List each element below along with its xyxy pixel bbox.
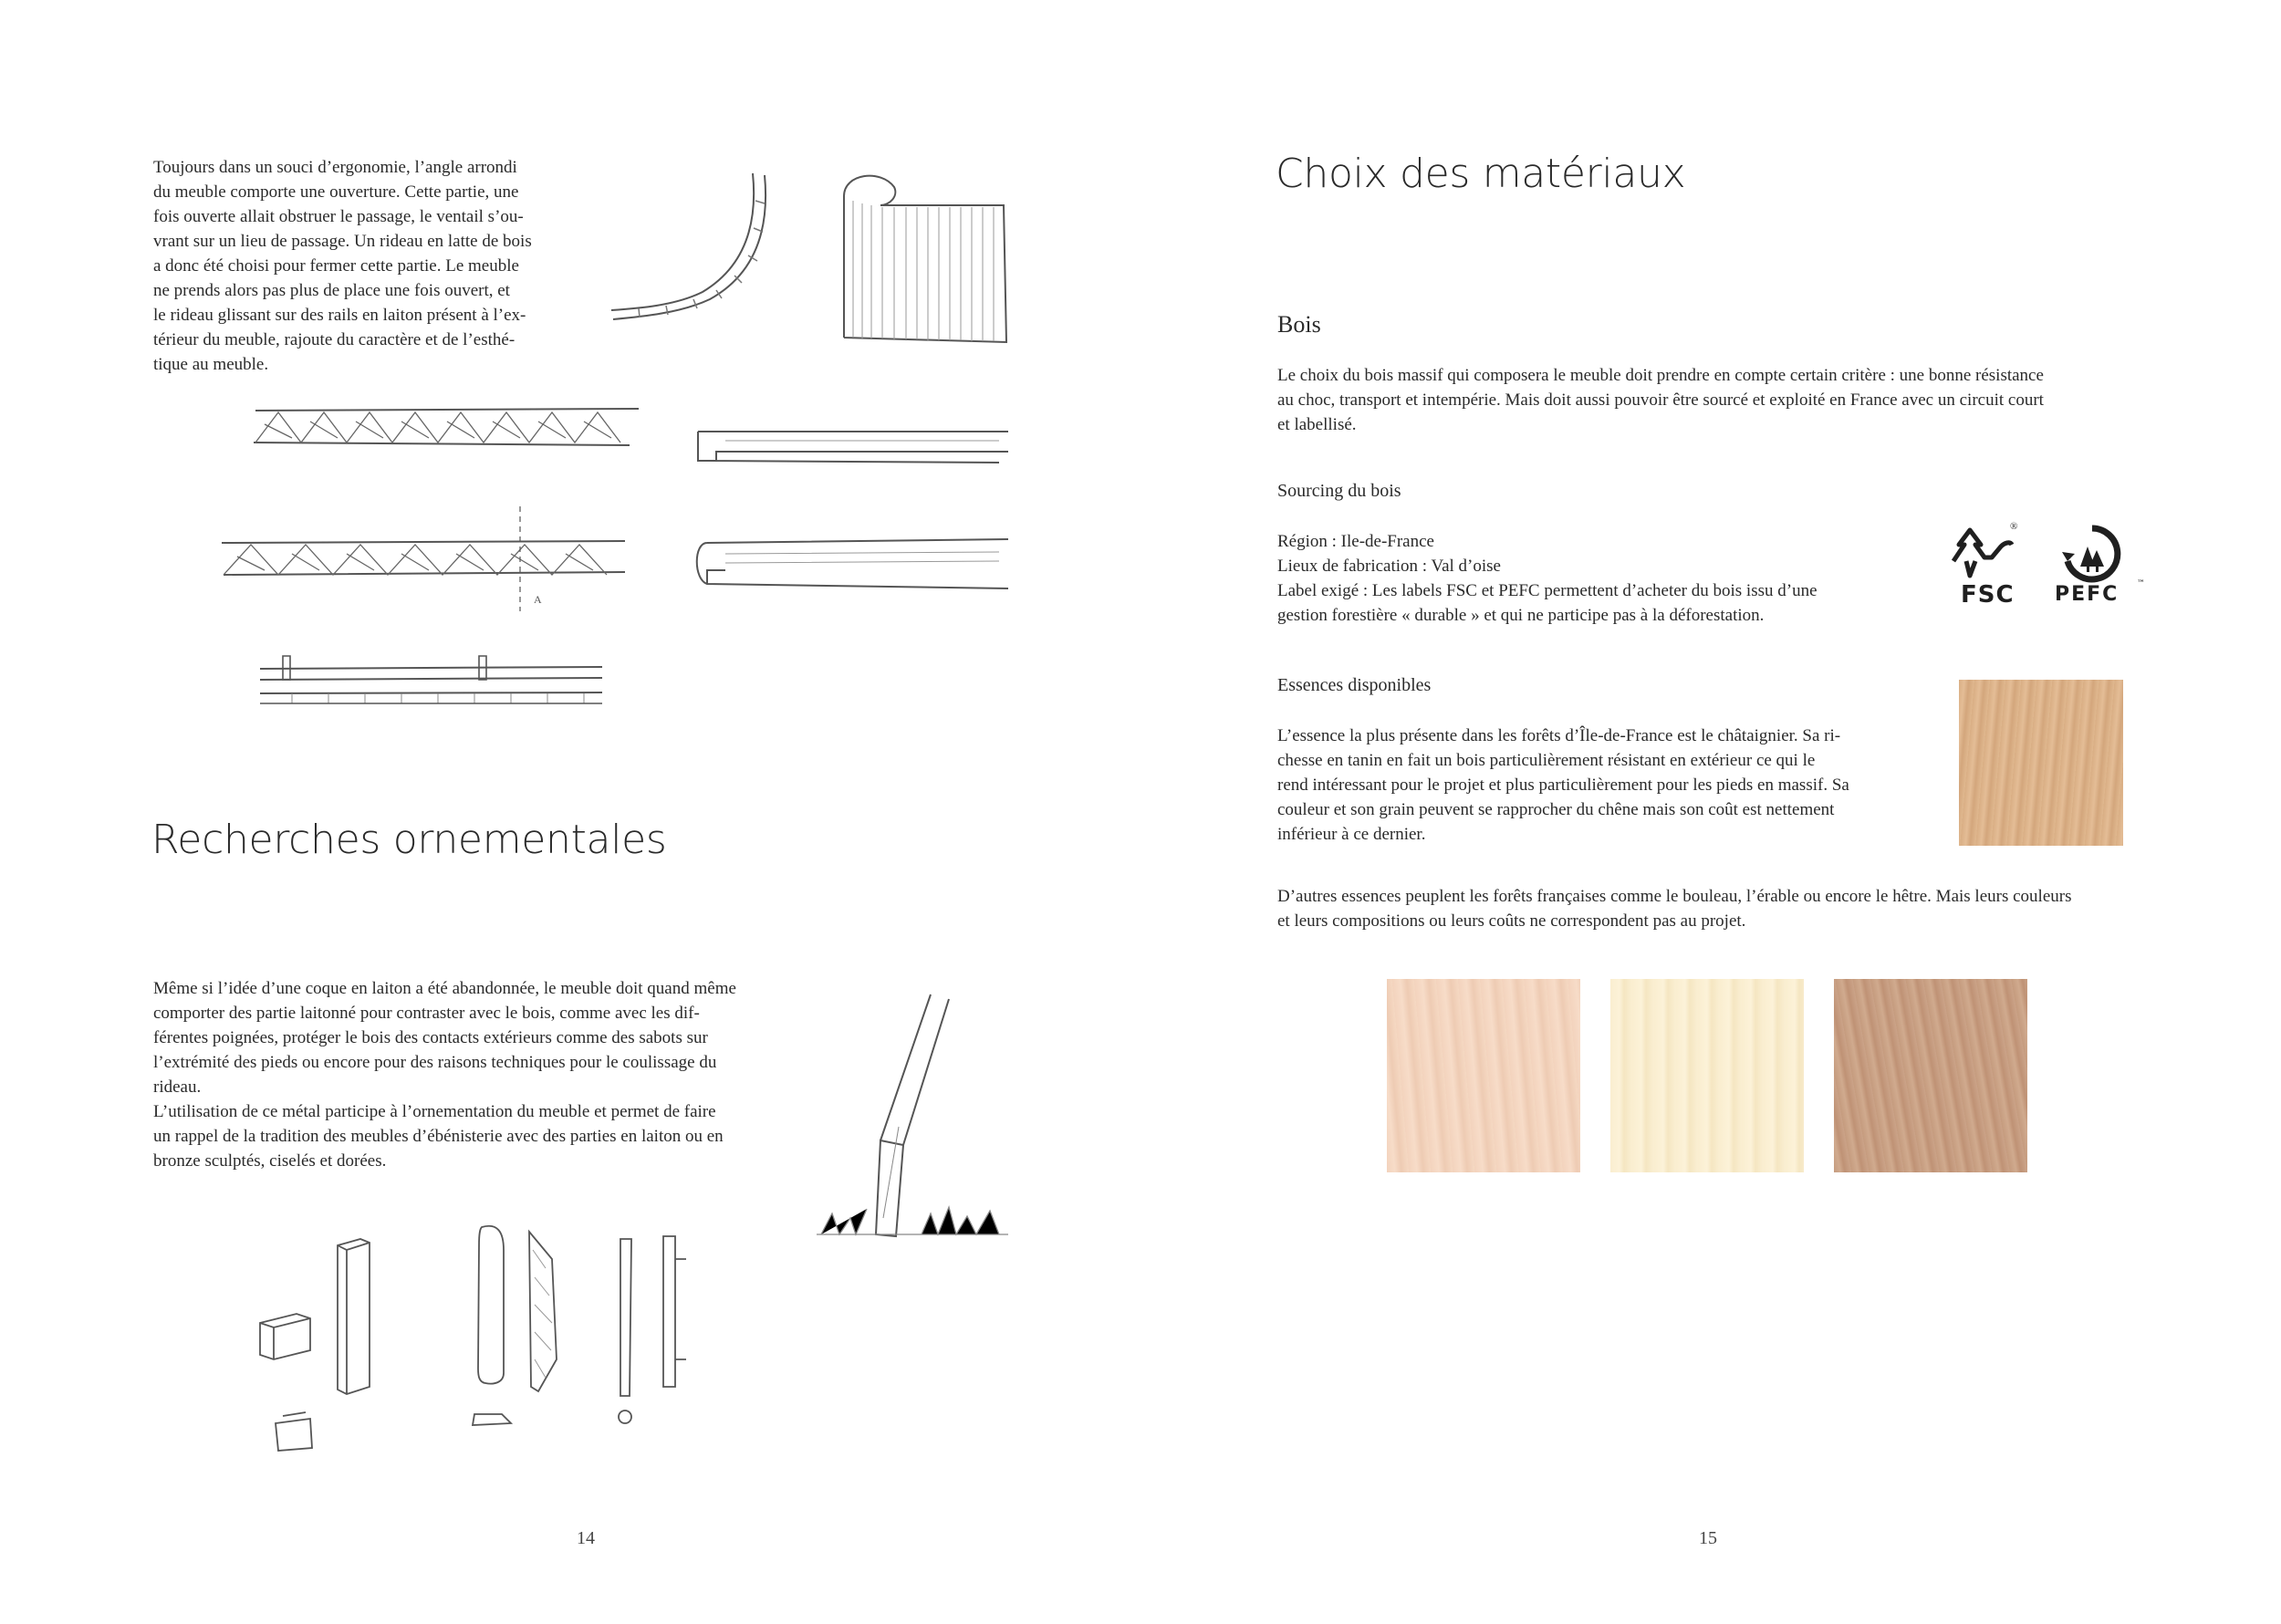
- erable-wood-swatch: [1610, 979, 1804, 1172]
- pefc-trademark: ™: [2137, 579, 2145, 588]
- bois-paragraph: Le choix du bois massif qui composera le meuble doit prendre en compte certain critère : une bonne résistance au choc, transport et intempérie. Mais doit aussi pouvoir être sourcé et exploité en France avec un circuit court et labellisé.: [1277, 366, 2044, 434]
- intro-paragraph: Toujours dans un souci d’ergonomie, l’angle arrondi du meuble comporte une ouverture. Cette partie, une fois ouverte allait obstruer le passage, le ventail s’ou- vrant sur un lieu de passage. Un rideau en latte de bois a donc été choisi pour fermer cette partie. Le meuble ne prends alors pas plus de place une fois ouvert, et le rideau glissant sur des rails en laiton présent à l’ex- térieur du meuble, rajoute du caractère et de l’esthé- tique au meuble.: [153, 158, 532, 374]
- leg-shoe-sketch: [812, 990, 1022, 1245]
- fsc-logo: [1948, 521, 2021, 616]
- bouleau-wood-swatch: [1387, 979, 1580, 1172]
- rail-slats-sketch: [255, 652, 607, 707]
- fsc-label: FSC: [1961, 581, 2015, 609]
- slat-profile-sketch-bottom: [689, 534, 1017, 598]
- pefc-trees-ring-icon: [2060, 525, 2124, 583]
- section-title-materiaux: Choix des matériaux: [1276, 151, 1686, 197]
- page-number-left: 14: [577, 1528, 595, 1548]
- autres-paragraph: D’autres essences peuplent les forêts françaises comme le bouleau, l’érable ou encore le hêtre. Mais leurs couleurs et leurs compositions ou leurs coûts ne correspondent pas au projet.: [1277, 887, 2072, 931]
- fsc-registered-mark: ®: [2010, 521, 2018, 532]
- rolled-curtain-sketch: [826, 169, 1013, 351]
- fsc-tree-check-icon: [1948, 525, 2021, 581]
- essences-heading: Essences disponibles: [1277, 675, 1432, 695]
- sketch-label-a: A: [534, 593, 542, 606]
- subsection-title-bois: Bois: [1277, 311, 1321, 338]
- pefc-label: PEFC: [2055, 583, 2120, 606]
- pefc-logo: [2053, 525, 2144, 616]
- sourcing-heading: Sourcing du bois: [1277, 481, 1401, 501]
- essences-paragraph: L’essence la plus présente dans les forêts d’Île-de-France est le châtaignier. Sa ri- chesse en tanin en fait un bois particulièrement résistant en extérieur ce qui le rend intéressant pour le projet et plus particulièrement pour les pieds en massif. Sa couleur et son grain peuvent se rapprocher du chêne mais son coût est nettement inférieur à ce dernier.: [1277, 726, 1849, 844]
- slat-section-sketch-axis: [214, 506, 634, 616]
- chataignier-wood-swatch: [1959, 680, 2123, 846]
- ornament-paragraph: Même si l’idée d’une coque en laiton a été abandonnée, le meuble doit quand même comporter des partie laitonné pour contraster avec le bois, comme avec les dif- férentes poignées, protéger le bois des contacts extérieurs comme des sabots sur l’extrémité des pieds ou encore pour des raisons techniques pour le coulissage du rideau. L’utilisation de ce métal participe à l’ornementation du meuble et permet de faire un rappel de la tradition des meubles d’ébénisterie avec des parties en laiton ou en bronze sculptés, ciselés et dorées.: [153, 979, 736, 1171]
- section-title-ornementales: Recherches ornementales: [151, 817, 667, 863]
- hetre-wood-swatch: [1834, 979, 2027, 1172]
- slat-profile-sketch-top: [689, 424, 1017, 470]
- page-number-right: 15: [1699, 1528, 1717, 1548]
- hardware-sketches: [255, 1223, 703, 1460]
- curved-rail-sketch: [602, 164, 785, 310]
- slat-section-sketch-top: [246, 401, 648, 456]
- sourcing-details: Région : Ile-de-France Lieux de fabrication : Val d’oise Label exigé : Les labels FSC et PEFC permettent d’acheter du bois issu d’une gestion forestière « durable » et qui ne participe pas à la déforestation.: [1277, 532, 1818, 625]
